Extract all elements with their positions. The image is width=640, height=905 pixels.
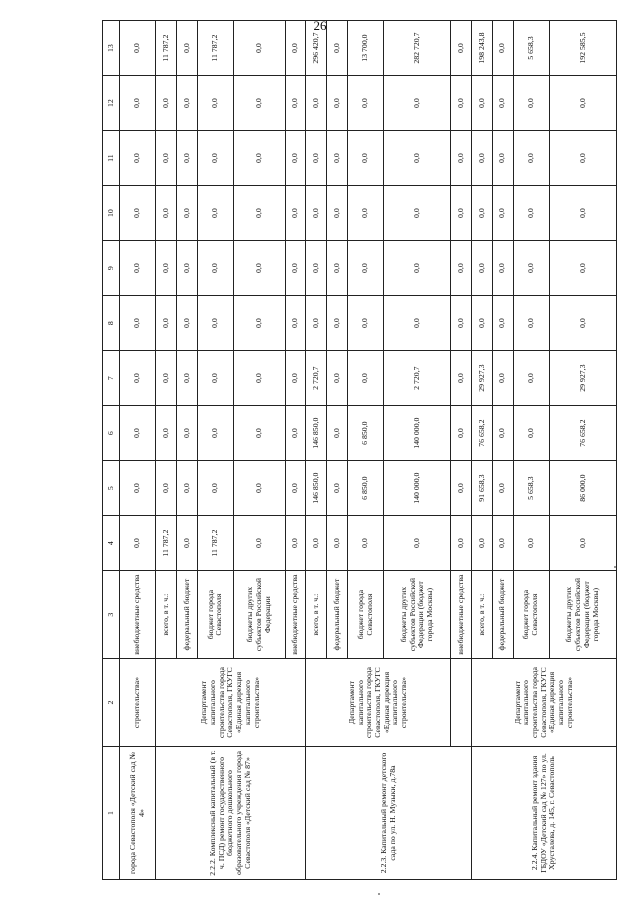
- value-cell: 0,0: [285, 76, 306, 131]
- value-cell: 146 850,0: [306, 406, 327, 461]
- value-cell: 0,0: [327, 406, 348, 461]
- column-header: 5: [103, 461, 120, 516]
- value-cell: 29 927,3: [549, 351, 616, 406]
- source-cell: бюджет города Севастополя: [347, 571, 383, 659]
- value-cell: 0,0: [549, 516, 616, 571]
- value-cell: 0,0: [156, 406, 177, 461]
- value-cell: 0,0: [492, 296, 513, 351]
- scan-speck: [614, 566, 616, 568]
- value-cell: 0,0: [306, 186, 327, 241]
- value-cell: 0,0: [306, 76, 327, 131]
- value-cell: 6 850,0: [347, 461, 383, 516]
- scan-speck: [378, 893, 380, 895]
- value-cell: 140 000,0: [384, 461, 451, 516]
- value-cell: 0,0: [472, 186, 493, 241]
- value-cell: 0,0: [197, 186, 233, 241]
- value-cell: 0,0: [327, 241, 348, 296]
- value-cell: 0,0: [156, 241, 177, 296]
- column-header: 4: [103, 516, 120, 571]
- value-cell: 198 243,8: [472, 21, 493, 76]
- source-cell: всего, в т. ч.:: [156, 571, 177, 659]
- value-cell: 91 658,3: [472, 461, 493, 516]
- value-cell: 0,0: [451, 241, 472, 296]
- value-cell: 0,0: [513, 241, 549, 296]
- value-cell: 0,0: [513, 516, 549, 571]
- column-header: 12: [103, 76, 120, 131]
- value-cell: 192 585,5: [549, 21, 616, 76]
- value-cell: 76 658,2: [472, 406, 493, 461]
- value-cell: 0,0: [233, 21, 285, 76]
- value-cell: 0,0: [120, 131, 156, 186]
- budget-table: [102, 20, 617, 880]
- column-header: 6: [103, 406, 120, 461]
- value-cell: 0,0: [451, 406, 472, 461]
- value-cell: 0,0: [513, 296, 549, 351]
- value-cell: 0,0: [233, 296, 285, 351]
- value-cell: 0,0: [549, 131, 616, 186]
- column-header: 3: [103, 571, 120, 659]
- value-cell: 0,0: [285, 241, 306, 296]
- source-cell: бюджеты других субъектов Российской Федерации (бюджет города Москвы): [549, 571, 616, 659]
- value-cell: 0,0: [285, 461, 306, 516]
- value-cell: 5 658,3: [513, 21, 549, 76]
- value-cell: 0,0: [549, 76, 616, 131]
- value-cell: 0,0: [513, 351, 549, 406]
- value-cell: 0,0: [156, 76, 177, 131]
- value-cell: 0,0: [197, 351, 233, 406]
- value-cell: 0,0: [327, 516, 348, 571]
- value-cell: 0,0: [197, 406, 233, 461]
- value-cell: 0,0: [197, 76, 233, 131]
- value-cell: 0,0: [549, 241, 616, 296]
- value-cell: 0,0: [451, 131, 472, 186]
- value-cell: 0,0: [492, 461, 513, 516]
- value-cell: 0,0: [451, 186, 472, 241]
- value-cell: 0,0: [384, 296, 451, 351]
- source-cell: всего, в т. ч.:: [472, 571, 493, 659]
- column-header: 13: [103, 21, 120, 76]
- value-cell: 0,0: [384, 76, 451, 131]
- item-name-cell: города Севастополя «Детский сад № 4»: [120, 746, 156, 879]
- source-cell: федеральный бюджет: [327, 571, 348, 659]
- column-header: 8: [103, 296, 120, 351]
- value-cell: 0,0: [472, 76, 493, 131]
- value-cell: 0,0: [156, 461, 177, 516]
- value-cell: 0,0: [197, 241, 233, 296]
- value-cell: 0,0: [451, 351, 472, 406]
- value-cell: 6 850,0: [347, 406, 383, 461]
- source-cell: внебюджетные средства: [285, 571, 306, 659]
- item-name-cell: 2.2.2. Комплексный капитальный (в т. ч. ПСД) ремонт государственного бюджетного дошкольного образовательного учреждения города Севастополя «Детский сад № 87»: [156, 746, 306, 879]
- value-cell: 0,0: [451, 21, 472, 76]
- table-row: [120, 21, 156, 880]
- value-cell: 0,0: [492, 76, 513, 131]
- value-cell: 0,0: [513, 76, 549, 131]
- value-cell: 0,0: [492, 241, 513, 296]
- value-cell: 29 927,3: [472, 351, 493, 406]
- value-cell: 0,0: [285, 131, 306, 186]
- value-cell: 0,0: [120, 296, 156, 351]
- value-cell: 146 850,0: [306, 461, 327, 516]
- source-cell: бюджет города Севастополя: [513, 571, 549, 659]
- value-cell: 0,0: [549, 296, 616, 351]
- value-cell: 0,0: [120, 461, 156, 516]
- table-rotator: [102, 20, 617, 880]
- value-cell: 0,0: [233, 406, 285, 461]
- value-cell: 0,0: [176, 21, 197, 76]
- value-cell: 0,0: [285, 296, 306, 351]
- value-cell: 0,0: [120, 516, 156, 571]
- executor-cell: Департамент капитального строительства города Севастополя, ГКУГС «Единая дирекция капитального строительства»: [306, 659, 451, 747]
- source-cell: бюджеты других субъектов Российской Федерации (бюджет города Москвы): [384, 571, 451, 659]
- table-row: [472, 21, 493, 880]
- value-cell: 0,0: [233, 461, 285, 516]
- value-cell: 11 787,2: [156, 516, 177, 571]
- value-cell: 0,0: [285, 21, 306, 76]
- value-cell: 0,0: [347, 241, 383, 296]
- value-cell: 0,0: [451, 76, 472, 131]
- item-name-cell: 2.2.4. Капитальный ремонт здания ГБДОУ «Детский сад № 127» по ул. Хрусталева, д. 145, г. Севастополь: [472, 746, 617, 879]
- column-header: 10: [103, 186, 120, 241]
- value-cell: 2 720,7: [306, 351, 327, 406]
- source-cell: федеральный бюджет: [176, 571, 197, 659]
- value-cell: 0,0: [327, 351, 348, 406]
- value-cell: 0,0: [120, 21, 156, 76]
- value-cell: 0,0: [156, 186, 177, 241]
- value-cell: 0,0: [233, 351, 285, 406]
- header-row: [103, 21, 120, 880]
- value-cell: 11 787,2: [156, 21, 177, 76]
- value-cell: 0,0: [347, 351, 383, 406]
- value-cell: 0,0: [513, 131, 549, 186]
- value-cell: 282 720,7: [384, 21, 451, 76]
- executor-cell: Департамент капитального строительства города Севастополя, ГКУГС «Единая дирекция капитального строительства»: [156, 659, 306, 747]
- value-cell: 0,0: [120, 241, 156, 296]
- value-cell: 0,0: [513, 406, 549, 461]
- value-cell: 0,0: [492, 131, 513, 186]
- value-cell: 0,0: [451, 461, 472, 516]
- value-cell: 0,0: [492, 186, 513, 241]
- value-cell: 0,0: [513, 186, 549, 241]
- value-cell: 0,0: [156, 131, 177, 186]
- value-cell: 0,0: [233, 516, 285, 571]
- value-cell: 0,0: [176, 241, 197, 296]
- value-cell: 0,0: [197, 461, 233, 516]
- value-cell: 0,0: [176, 186, 197, 241]
- value-cell: 0,0: [120, 186, 156, 241]
- value-cell: 0,0: [384, 241, 451, 296]
- source-cell: всего, в т. ч.:: [306, 571, 327, 659]
- value-cell: 0,0: [233, 131, 285, 186]
- value-cell: 0,0: [197, 296, 233, 351]
- value-cell: 0,0: [156, 351, 177, 406]
- value-cell: 0,0: [472, 296, 493, 351]
- value-cell: 0,0: [285, 406, 306, 461]
- value-cell: 296 420,7: [306, 21, 327, 76]
- value-cell: 0,0: [472, 241, 493, 296]
- value-cell: 0,0: [347, 186, 383, 241]
- value-cell: 0,0: [472, 516, 493, 571]
- source-cell: федеральный бюджет: [492, 571, 513, 659]
- value-cell: 0,0: [347, 516, 383, 571]
- executor-cell: [451, 659, 472, 747]
- value-cell: 13 700,0: [347, 21, 383, 76]
- value-cell: 0,0: [233, 186, 285, 241]
- value-cell: 0,0: [492, 21, 513, 76]
- value-cell: 0,0: [197, 131, 233, 186]
- value-cell: 0,0: [347, 76, 383, 131]
- source-cell: бюджет города Севастополя: [197, 571, 233, 659]
- value-cell: 0,0: [472, 131, 493, 186]
- value-cell: 0,0: [306, 131, 327, 186]
- value-cell: 0,0: [327, 296, 348, 351]
- source-cell: внебюджетные средства: [120, 571, 156, 659]
- value-cell: 0,0: [306, 241, 327, 296]
- executor-cell: Департамент капитального строительства города Севастополя, ГКУГС «Единая дирекция капитального строительства»: [472, 659, 617, 747]
- value-cell: 0,0: [120, 76, 156, 131]
- executor-cell: строительства»: [120, 659, 156, 747]
- value-cell: 0,0: [176, 406, 197, 461]
- source-cell: бюджеты других субъектов Российской Федерации: [233, 571, 285, 659]
- value-cell: 11 787,2: [197, 21, 233, 76]
- value-cell: 0,0: [327, 461, 348, 516]
- source-cell: внебюджетные средства: [451, 571, 472, 659]
- table-row: [156, 21, 177, 880]
- value-cell: 2 720,7: [384, 351, 451, 406]
- column-header: 1: [103, 746, 120, 879]
- value-cell: 86 000,0: [549, 461, 616, 516]
- value-cell: 0,0: [306, 296, 327, 351]
- column-header: 2: [103, 659, 120, 747]
- value-cell: 0,0: [327, 131, 348, 186]
- value-cell: 0,0: [176, 76, 197, 131]
- value-cell: 0,0: [285, 516, 306, 571]
- value-cell: 0,0: [120, 406, 156, 461]
- column-header: 11: [103, 131, 120, 186]
- value-cell: 0,0: [492, 351, 513, 406]
- value-cell: 0,0: [451, 516, 472, 571]
- value-cell: 0,0: [176, 296, 197, 351]
- value-cell: 0,0: [492, 516, 513, 571]
- value-cell: 0,0: [384, 516, 451, 571]
- value-cell: 0,0: [384, 131, 451, 186]
- table-row: [306, 21, 327, 880]
- value-cell: 0,0: [120, 351, 156, 406]
- value-cell: 0,0: [233, 241, 285, 296]
- value-cell: 0,0: [176, 351, 197, 406]
- value-cell: 0,0: [233, 76, 285, 131]
- column-header: 9: [103, 241, 120, 296]
- value-cell: 0,0: [451, 296, 472, 351]
- value-cell: 0,0: [176, 461, 197, 516]
- value-cell: 11 787,2: [197, 516, 233, 571]
- column-header: 7: [103, 351, 120, 406]
- value-cell: 0,0: [347, 131, 383, 186]
- value-cell: 0,0: [176, 131, 197, 186]
- value-cell: 0,0: [549, 186, 616, 241]
- value-cell: 0,0: [176, 516, 197, 571]
- value-cell: 140 000,0: [384, 406, 451, 461]
- value-cell: 0,0: [306, 516, 327, 571]
- value-cell: 0,0: [327, 21, 348, 76]
- value-cell: 0,0: [384, 186, 451, 241]
- value-cell: 76 658,2: [549, 406, 616, 461]
- value-cell: 0,0: [285, 351, 306, 406]
- page-number: 26: [313, 18, 327, 33]
- value-cell: 0,0: [327, 186, 348, 241]
- value-cell: 0,0: [347, 296, 383, 351]
- value-cell: 0,0: [285, 186, 306, 241]
- item-name-cell: 2.2.3. Капитальный ремонт детского сада по ул. Н. Музыки, д.78а: [306, 746, 472, 879]
- value-cell: 5 658,3: [513, 461, 549, 516]
- value-cell: 0,0: [492, 406, 513, 461]
- value-cell: 0,0: [327, 76, 348, 131]
- value-cell: 0,0: [156, 296, 177, 351]
